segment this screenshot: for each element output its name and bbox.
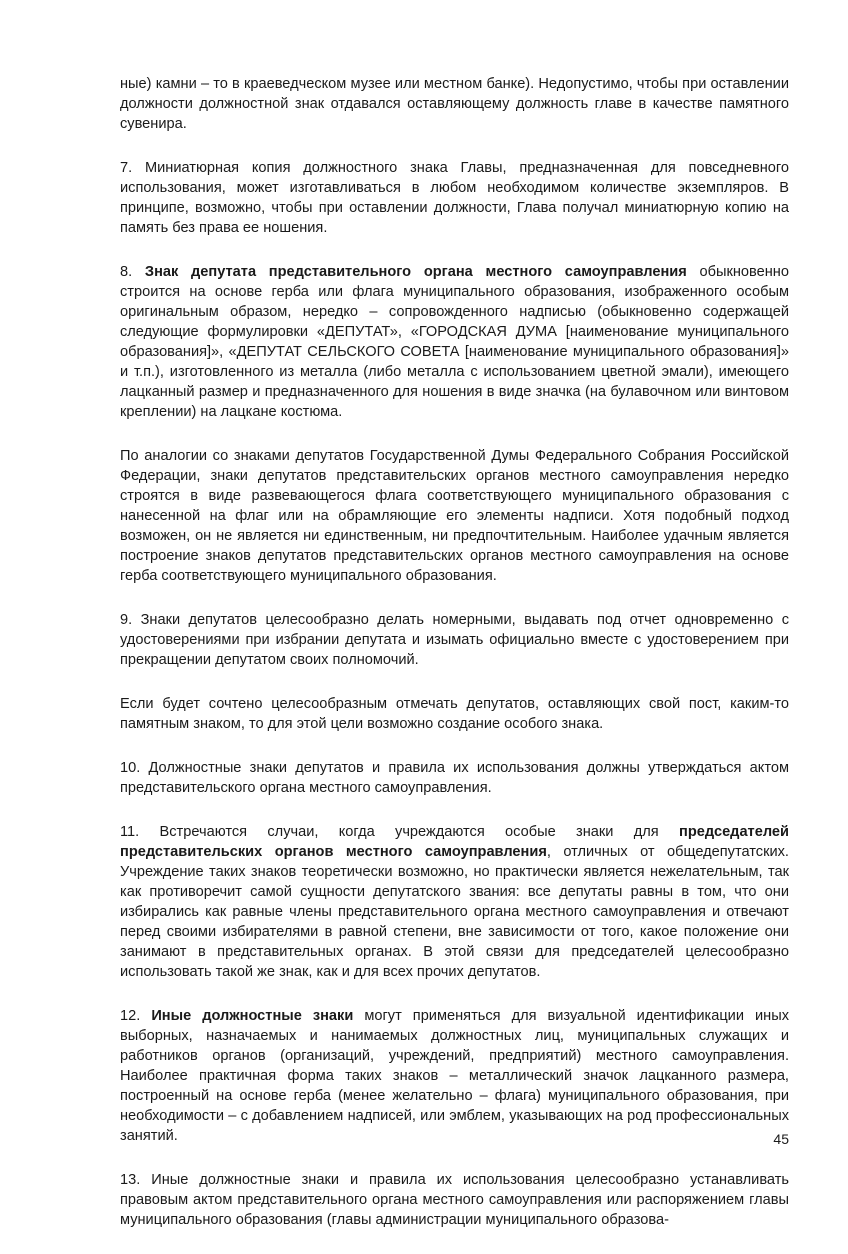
text-run: , отличных от общедепутатских. Учреждение таких знаков теоретически возможно, но практически является нежелательным, так как противоречит самой сущности депутатского звания: все депутаты равны в том, что они избирались как равные члены представительного органа местного самоуправления и отвечают перед своими избирателями в равной степени, вне зависимости от того, какое положение они занимают в представительных органах. В этой связи для председателей целесообразно использовать такой же знак, как и для всех прочих депутатов. — [120, 844, 789, 980]
paragraph — [120, 1170, 789, 1230]
page-text — [120, 74, 789, 1254]
text-run: 13. Иные должностные знаки и правила их использования целесообразно устанавливать правовым актом представительного органа местного самоуправления или распоряжением главы муниципального образования (главы администрации муниципального образова- — [120, 1172, 789, 1228]
text-run: 7. Миниатюрная копия должностного знака Главы, предназначенная для повседневного использования, может изготавливаться в любом необходимом количестве экземпляров. В принципе, возможно, чтобы при оставлении должности, Глава получал миниатюрную копию на память без права ее ношения. — [120, 160, 789, 236]
text-run: 8. — [120, 264, 145, 280]
paragraph — [120, 158, 789, 238]
paragraph — [120, 446, 789, 586]
text-run: 11. Встречаются случаи, когда учреждаются особые знаки для — [120, 824, 680, 840]
text-run: ные) камни – то в краеведческом музее или местном банке). Недопустимо, чтобы при оставлении должности должностной знак отдавался оставляющему должность главе в качестве памятного сувенира. — [120, 76, 789, 132]
text-run: 12. — [120, 1008, 152, 1024]
paragraph — [120, 758, 789, 798]
text-run: обыкновенно строится на основе герба или флага муниципального образования, изображенного особым оригинальным образом, нередко – сопровожденного надписью (обыкновенно содержащей следующие формулировки «ДЕПУТАТ», «ГОРОДСКАЯ ДУМА [наименование муниципального образования]», «ДЕПУТАТ СЕЛЬСКОГО СОВЕТА [наименование муниципального образования]» и т.п.), изготовленного из металла (либо металла с использованием цветной эмали), имеющего лацканный размер и предназначенного для ношения в виде значка (на булавочном или винтовом креплении) на лацкане костюма. — [120, 264, 789, 420]
bold-term: председателей представительских органов местного самоуправления — [120, 824, 789, 860]
paragraph — [120, 694, 789, 734]
paragraph — [120, 822, 789, 982]
text-run: могут применяться для визуальной идентификации иных выборных, назначаемых и нанимаемых должностных лиц, муниципальных служащих и работников органов (организаций, учреждений, предприятий) местного самоуправления. Наиболее практичная форма таких знаков – металлический значок лацканного размера, построенный на основе герба (менее желательно – флага) муниципального образования, при необходимости – с добавлением надписей, или эмблем, указывающих на род профессиональных занятий. — [120, 1008, 789, 1144]
paragraph — [120, 262, 789, 422]
paragraph — [120, 610, 789, 670]
paragraph — [120, 1006, 789, 1146]
text-run: 10. Должностные знаки депутатов и правила их использования должны утверждаться актом представительского органа местного самоуправления. — [120, 760, 789, 796]
text-run: Если будет сочтено целесообразным отмечать депутатов, оставляющих свой пост, каким-то памятным знаком, то для этой цели возможно создание особого знака. — [120, 696, 789, 732]
text-run: По аналогии со знаками депутатов Государственной Думы Федерального Собрания Российской Федерации, знаки депутатов представительских органов местного самоуправления нередко строятся в виде развевающегося флага соответствующего муниципального образования с нанесенной на флаг или на обрамляющие его элементы надписи. Хотя подобный подход возможен, он не является ни единственным, ни предпочтительным. Наиболее удачным является построение знаков депутатов представительских органов местного самоуправления на основе герба соответствующего муниципального образования. — [120, 448, 789, 584]
paragraph — [120, 74, 789, 134]
bold-term: Иные должностные знаки — [151, 1008, 354, 1024]
text-run: 9. Знаки депутатов целесообразно делать номерными, выдавать под отчет одновременно с удостоверениями при избрании депутата и изымать официально вместе с удостоверением при прекращении депутатом своих полномочий. — [120, 612, 789, 668]
bold-term: Знак депутата представительного органа местного самоуправления — [144, 264, 687, 280]
page-number: 45 — [773, 1131, 789, 1147]
